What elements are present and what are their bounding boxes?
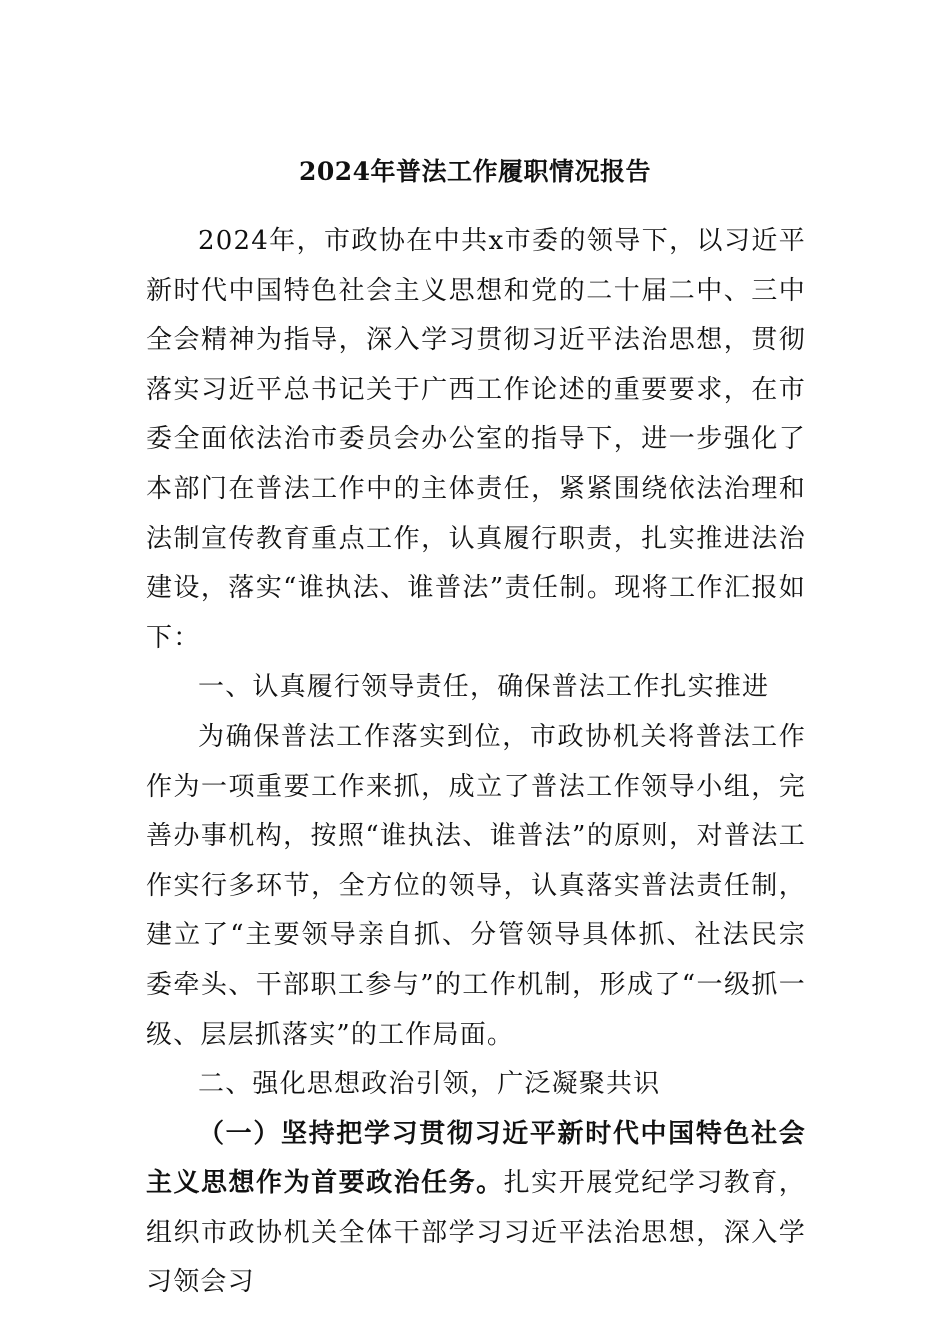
document-title: 2024年普法工作履职情况报告 bbox=[298, 157, 652, 186]
section-heading-2: 二、强化思想政治引领，广泛凝聚共识 bbox=[198, 1069, 661, 1100]
section-1-paragraph: 为确保普法工作落实到位，市政协机关将普法工作作为一项重要工作来抓，成立了普法工作领导小组，完善办事机构，按照“谁执法、谁普法”的原则，对普法工作实行多环节，全方位的领导，认真落实普法责任制，建立了“主要领导亲自抓、分管领导具体抓、社法民宗委牵头、干部职工参与”的工作机制，形成了“一级抓一级、层层抓落实”的工作局面。 bbox=[146, 721, 806, 1050]
subsection-1-paragraph bbox=[146, 1110, 806, 1308]
subsection-1-text: 扎实开展党纪学习教育，组织市政协机关全体干部学习习近平法治思想，深入学习领会习 bbox=[146, 1168, 806, 1298]
intro-paragraph: 2024年，市政协在中共x市委的领导下，以习近平新时代中国特色社会主义思想和党的二十届二中、三中全会精神为指导，深入学习贯彻习近平法治思想，贯彻落实习近平总书记关于广西工作论述的重要要求，在市委全面依法治市委员会办公室的指导下，进一步强化了本部门在普法工作中的主体责任，紧紧围绕依法治理和法制宣传教育重点工作，认真履行职责，扎实推进法治建设，落实“谁执法、谁普法”责任制。现将工作汇报如下： bbox=[146, 226, 806, 653]
section-heading-1: 一、认真履行领导责任，确保普法工作扎实推进 bbox=[198, 672, 770, 703]
subsection-1-lead: （一）坚持把学习贯彻习近平新时代中国特色社会主义思想作为首要政治任务。 bbox=[146, 1118, 806, 1199]
document-body bbox=[146, 217, 806, 1308]
